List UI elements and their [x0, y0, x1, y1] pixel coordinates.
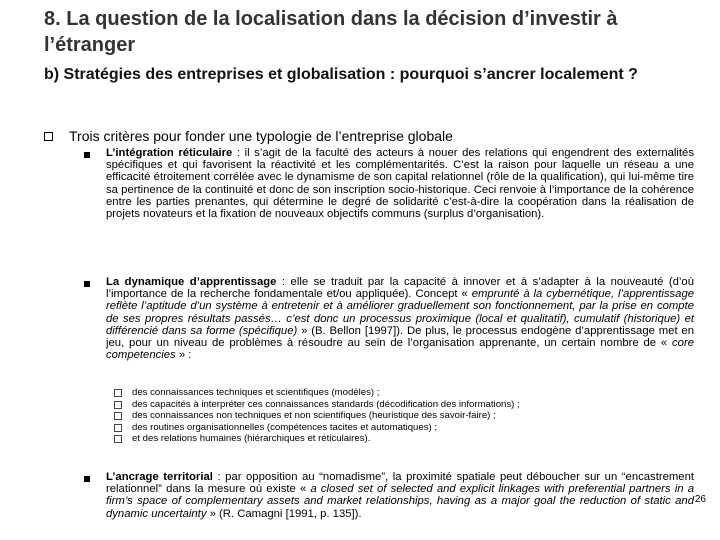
sub-list-item: des connaissances techniques et scientifiques (modèles) ;: [114, 387, 674, 399]
main-point-text: Trois critères pour fonder une typologie de l’entreprise globale: [69, 128, 453, 144]
hollow-square-bullet-icon: [114, 389, 122, 397]
item-term: L’intégration réticulaire: [106, 147, 233, 159]
list-item: [84, 147, 694, 220]
hollow-square-bullet-icon: [114, 401, 122, 409]
page-number: 26: [694, 494, 706, 505]
slide-title: 8. La question de la localisation dans la décision d’investir à l’étranger: [44, 8, 618, 56]
sub-list-item: des routines organisationnelles (compétences tacites et automatiques) ;: [114, 422, 674, 434]
filled-square-bullet-icon: [84, 476, 90, 482]
item-term: L’ancrage territorial: [106, 471, 213, 483]
sub-list-item: et des relations humaines (hiérarchiques et réticulaires).: [114, 433, 674, 445]
hollow-square-bullet-icon: [114, 435, 122, 443]
slide-subtitle: b) Stratégies des entreprises et globalisation : pourquoi s’ancrer localement ?: [44, 66, 638, 83]
hollow-square-bullet-icon: [114, 424, 122, 432]
item-term: La dynamique d’apprentissage: [106, 276, 277, 288]
hollow-square-bullet-icon: [114, 412, 122, 420]
filled-square-bullet-icon: [84, 281, 90, 287]
list-item: [84, 471, 694, 520]
sub-list-item: des connaissances non techniques et non scientifiques (heuristique des savoir-faire) ;: [114, 410, 674, 422]
filled-square-bullet-icon: [84, 152, 90, 158]
sub-list-item: des capacités à interpréter ces connaissances standards (décodification des informations) ;: [114, 399, 674, 411]
item-paragraph: La dynamique d’apprentissage : elle se traduit par la capacité à innover et à s’adapter à la nouveauté (d’où l’importance de la recherche fondamentale et/ou appliquée). Concept « emprunté à la cybernétique, l’apprentissage reflète l’aptitude d’un système à entretenir et à améliorer graduellement son fonctionnement, par la prise en compte de ses propres résultats passés… c’est donc un processus proximique (local et qualitatif), cumulatif (historique) et différencié dans sa forme (spécifique) » (B. Bellon [1997]). De plus, le processus endogène d’apprentissage met en jeu, pour un niveau de problèmes à résoudre au sein de l’organisation apprenante, un certain nombre de « core competencies » :: [106, 276, 695, 362]
item-paragraph: L’intégration réticulaire : il s’agit de la faculté des acteurs à nouer des relations qui engendrent des externalités spécifiques et qui favorisent la réactivité et les complémentarités. C’est la raison pour laquelle un réseau a une efficacité étroitement corrélée avec le dynamisme de son capital relationnel (rôle de la qualification), qui lui-même tire sa pertinence de la continuité et donc de son inscription socio-historique. Ceci renvoie à l’importance de la cohérence entre les parties prenantes, qui détermine le degré de solidarité c’est-à-dire la coopération dans la réalisation de projets novateurs et la fixation de nouveaux objectifs communs (surplus d’organisation).: [106, 147, 694, 221]
sub-list: [114, 387, 674, 445]
item-paragraph: L’ancrage territorial : par opposition au “nomadisme”, la proximité spatiale peut déboucher sur un “encastrement relationnel” dans la mesure où existe « a closed set of selected and explicit linkages with preferential partners in a firm’s space of complementary assets and market relationships, having as a major goal the reduction of static and dynamic uncertainty » (R. Camagni [1991, p. 135]).: [106, 471, 694, 520]
list-item: [84, 276, 694, 361]
hollow-square-bullet-icon: [44, 132, 53, 141]
